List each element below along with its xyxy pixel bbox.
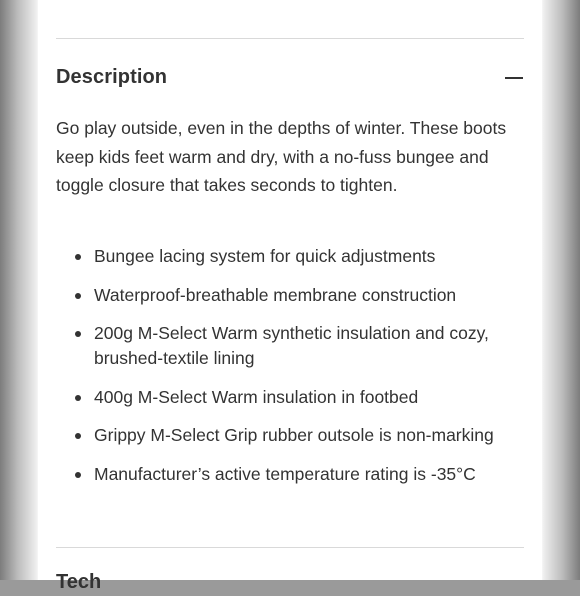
list-item (56, 385, 526, 410)
list-item (56, 462, 526, 487)
feature-text: Bungee lacing system for quick adjustments (94, 246, 436, 266)
bullet-icon (75, 331, 81, 337)
bullet-icon (75, 254, 81, 260)
minus-icon[interactable] (504, 67, 524, 87)
list-item (56, 283, 526, 308)
list-item (56, 244, 526, 269)
bullet-icon (75, 433, 81, 439)
list-item (56, 321, 526, 371)
tech-accordion-header[interactable]: Tech (56, 571, 102, 593)
list-item (56, 423, 526, 448)
product-details-panel (38, 0, 542, 593)
feature-list (56, 244, 526, 500)
feature-text: Manufacturer’s active temperature rating is -35°C (94, 463, 476, 484)
feature-text: 200g M-Select Warm synthetic insulation and cozy, brushed-textile lining (94, 323, 489, 368)
feature-text: Grippy M-Select Grip rubber outsole is non-marking (94, 425, 494, 445)
bullet-icon (75, 472, 81, 478)
feature-text: Waterproof-breathable membrane construction (94, 284, 457, 305)
description-accordion-header[interactable] (56, 62, 524, 92)
feature-text: 400g M-Select Warm insulation in footbed (94, 386, 419, 407)
section-divider-top (56, 38, 524, 39)
bullet-icon (75, 395, 81, 401)
section-divider-bottom (56, 547, 524, 548)
description-text: Go play outside, even in the depths of winter. These boots keep kids feet warm and dry, with a no-fuss bungee and toggle closure that takes seconds to tighten. (56, 118, 507, 195)
bullet-icon (75, 293, 81, 299)
description-title: Description (56, 65, 168, 88)
